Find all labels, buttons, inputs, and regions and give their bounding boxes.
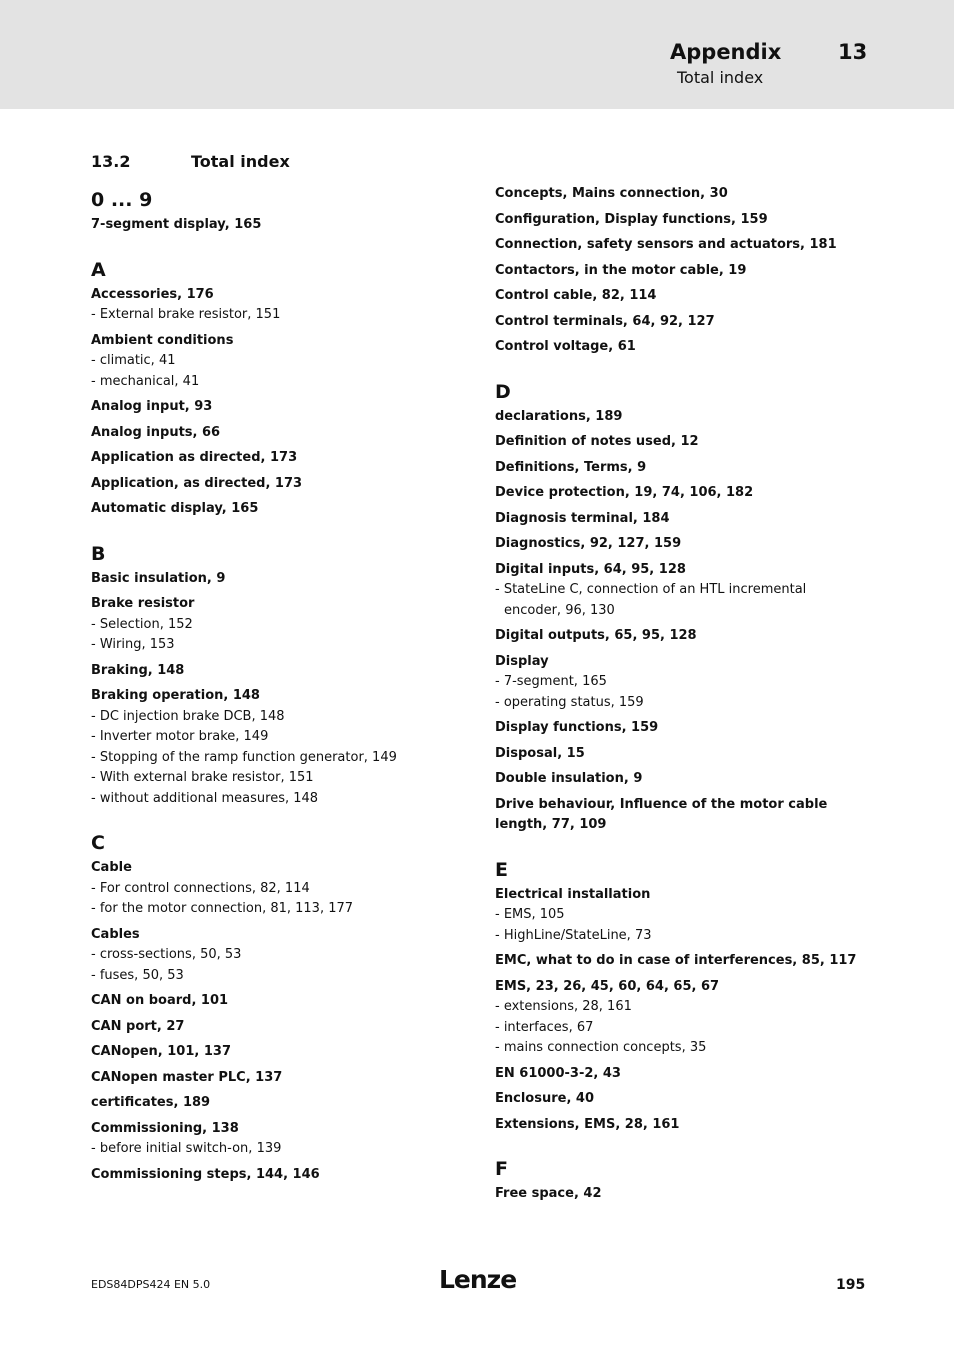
index-column-left	[91, 186, 471, 1185]
index-entry	[495, 951, 860, 972]
index-entry-main: Definition of notes used, 12	[495, 434, 699, 449]
index-entry	[91, 1068, 471, 1089]
document-id: EDS84DPS424 EN 5.0	[91, 1278, 211, 1291]
index-entry-main: CANopen, 101, 137	[91, 1044, 231, 1059]
index-entry-main: Device protection, 19, 74, 106, 182	[495, 485, 754, 500]
index-entry	[495, 977, 860, 1059]
index-letter-heading: E	[495, 858, 508, 881]
index-subentry: - DC injection brake DCB, 148	[91, 708, 285, 724]
index-entry	[495, 312, 860, 333]
index-entry-main: Connection, safety sensors and actuators, 181	[495, 237, 837, 252]
index-entry	[91, 1017, 471, 1038]
index-subentry: - EMS, 105	[495, 907, 565, 922]
index-entry-main: Display	[495, 653, 549, 669]
index-subentry: - Wiring, 153	[91, 637, 175, 652]
index-subentry: - Stopping of the ramp function generator, 149	[91, 749, 397, 765]
index-entry	[91, 1042, 471, 1063]
index-entry	[495, 210, 860, 231]
index-subentry: - Selection, 152	[91, 616, 193, 632]
index-entry-main: Configuration, Display functions, 159	[495, 211, 768, 227]
index-entry-main: certificates, 189	[91, 1095, 211, 1110]
index-entry	[495, 769, 860, 790]
page-number: 195	[836, 1277, 866, 1293]
index-entry	[91, 1119, 471, 1160]
index-entry	[495, 509, 860, 530]
chapter-number: 13	[838, 40, 868, 64]
index-entry	[495, 432, 860, 453]
index-column-right	[495, 184, 860, 1205]
section-number: 13.2	[91, 152, 131, 171]
index-entry-main: Diagnosis terminal, 184	[495, 510, 670, 526]
index-entry-main: Accessories, 176	[91, 286, 214, 302]
index-entry-main: CAN on board, 101	[91, 993, 229, 1008]
index-entry-main: Control cable, 82, 114	[495, 288, 657, 303]
index-subentry: - With external brake resistor, 151	[91, 770, 314, 785]
index-entry	[91, 397, 471, 418]
index-subentry: - 7-segment, 165	[495, 674, 607, 689]
index-entry-main: Free space, 42	[495, 1186, 602, 1201]
index-entry	[91, 661, 471, 682]
index-entry-main: declarations, 189	[495, 408, 623, 424]
index-subentry: - StateLine C, connection of an HTL incremental encoder, 96, 130	[495, 582, 807, 618]
index-entry	[495, 560, 860, 622]
index-group	[91, 569, 471, 810]
index-entry	[91, 569, 471, 590]
index-entry-main: Braking, 148	[91, 662, 185, 678]
index-entry	[495, 718, 860, 739]
index-entry-main: Double insulation, 9	[495, 771, 643, 786]
index-letter-heading: D	[495, 380, 511, 403]
index-entry	[495, 286, 860, 307]
index-letter-heading: F	[495, 1158, 508, 1180]
chapter-subtitle: Total index	[677, 68, 764, 87]
index-entry-main: Contactors, in the motor cable, 19	[495, 262, 747, 278]
index-entry-main: Braking operation, 148	[91, 688, 260, 703]
lenze-logo: Lenze	[439, 1265, 517, 1294]
index-entry-main: Brake resistor	[91, 596, 195, 611]
index-entry	[495, 458, 860, 479]
index-entry	[91, 1165, 471, 1186]
index-entry-main: Application, as directed, 173	[91, 475, 303, 491]
index-entry	[495, 407, 860, 428]
index-entry-main: Definitions, Terms, 9	[495, 459, 647, 475]
index-entry-main: Electrical installation	[495, 886, 651, 902]
index-entry	[91, 1093, 471, 1114]
index-entry-main: Automatic display, 165	[91, 501, 259, 516]
index-subentry: - for the motor connection, 81, 113, 177	[91, 901, 354, 916]
index-entry	[91, 285, 471, 326]
index-entry-main: Basic insulation, 9	[91, 570, 226, 586]
index-entry	[495, 795, 860, 836]
index-entry-main: Disposal, 15	[495, 745, 585, 761]
section-title: Total index	[191, 152, 290, 171]
index-entry	[91, 474, 471, 495]
index-entry	[91, 448, 471, 469]
index-letter-heading: C	[91, 832, 105, 854]
index-entry	[495, 483, 860, 504]
index-entry-main: Enclosure, 40	[495, 1091, 595, 1106]
index-entry-main: EN 61000-3-2, 43	[495, 1065, 621, 1081]
index-entry-main: EMS, 23, 26, 45, 60, 64, 65, 67	[495, 978, 720, 994]
index-entry-main: Application as directed, 173	[91, 450, 298, 465]
index-subentry: - External brake resistor, 151	[91, 307, 281, 322]
index-subentry: - mains connection concepts, 35	[495, 1040, 707, 1055]
index-group	[91, 285, 471, 520]
index-entry-main: Analog input, 93	[91, 399, 213, 414]
index-entry	[495, 1089, 860, 1110]
index-entry-main: CAN port, 27	[91, 1018, 185, 1034]
index-group	[495, 407, 860, 836]
index-entry	[91, 331, 471, 393]
index-entry	[495, 184, 860, 205]
index-entry	[495, 1115, 860, 1136]
index-entry-main: Control voltage, 61	[495, 339, 636, 354]
index-entry	[91, 499, 471, 520]
index-subentry: - Inverter motor brake, 149	[91, 729, 269, 744]
index-entry	[91, 594, 471, 656]
index-entry	[91, 991, 471, 1012]
index-subentry: - interfaces, 67	[495, 1019, 594, 1035]
index-entry	[91, 215, 471, 236]
index-entry-main: Digital outputs, 65, 95, 128	[495, 628, 697, 643]
index-entry	[91, 423, 471, 444]
index-group	[91, 858, 471, 1185]
index-entry	[495, 652, 860, 714]
chapter-title: Appendix	[670, 40, 782, 64]
index-subentry: - mechanical, 41	[91, 373, 200, 389]
index-entry	[91, 925, 471, 987]
index-entry	[495, 1184, 860, 1205]
index-letter-heading: 0 ... 9	[91, 189, 153, 211]
index-subentry: - fuses, 50, 53	[91, 967, 184, 983]
index-entry-main: Ambient conditions	[91, 332, 234, 348]
index-entry	[495, 534, 860, 555]
index-letter-heading: B	[91, 542, 106, 565]
index-entry	[495, 1064, 860, 1085]
index-subentry: - without additional measures, 148	[91, 790, 319, 806]
index-entry	[495, 261, 860, 282]
index-entry-main: Concepts, Mains connection, 30	[495, 186, 728, 201]
index-entry-main: EMC, what to do in case of interferences, 85, 117	[495, 953, 857, 968]
section-heading	[91, 152, 290, 171]
index-entry-main: Control terminals, 64, 92, 127	[495, 313, 715, 329]
index-subentry: - HighLine/StateLine, 73	[495, 927, 652, 943]
index-subentry: - For control connections, 82, 114	[91, 880, 310, 896]
index-entry	[495, 744, 860, 765]
index-subentry: - operating status, 159	[495, 694, 644, 710]
index-entry-main: Diagnostics, 92, 127, 159	[495, 536, 682, 551]
index-entry-main: Extensions, EMS, 28, 161	[495, 1116, 680, 1132]
index-entry-main: Digital inputs, 64, 95, 128	[495, 561, 686, 577]
index-subentry: - extensions, 28, 161	[495, 999, 632, 1014]
index-entry-main: CANopen master PLC, 137	[91, 1069, 283, 1085]
index-entry	[495, 235, 860, 256]
index-entry	[91, 686, 471, 809]
index-entry-main: Cables	[91, 926, 140, 942]
index-entry	[495, 885, 860, 947]
index-subentry: - before initial switch-on, 139	[91, 1141, 282, 1156]
index-group	[495, 1184, 860, 1205]
index-entry-main: Commissioning, 138	[91, 1120, 239, 1136]
index-entry-main: Cable	[91, 860, 132, 875]
index-entry-main: Display functions, 159	[495, 720, 659, 735]
index-entry	[91, 858, 471, 920]
index-subentry: - cross-sections, 50, 53	[91, 947, 242, 962]
index-entry	[495, 626, 860, 647]
index-entry	[495, 337, 860, 358]
index-subentry: - climatic, 41	[91, 353, 176, 368]
index-group	[91, 215, 471, 236]
index-group	[495, 184, 860, 358]
index-letter-heading: A	[91, 258, 106, 281]
header-band	[0, 0, 954, 109]
index-group	[495, 885, 860, 1136]
index-entry-main: Analog inputs, 66	[91, 424, 221, 440]
index-entry-main: Drive behaviour, Influence of the motor cable length, 77, 109	[495, 796, 828, 832]
index-entry-main: 7-segment display, 165	[91, 217, 262, 232]
index-entry-main: Commissioning steps, 144, 146	[91, 1166, 320, 1182]
